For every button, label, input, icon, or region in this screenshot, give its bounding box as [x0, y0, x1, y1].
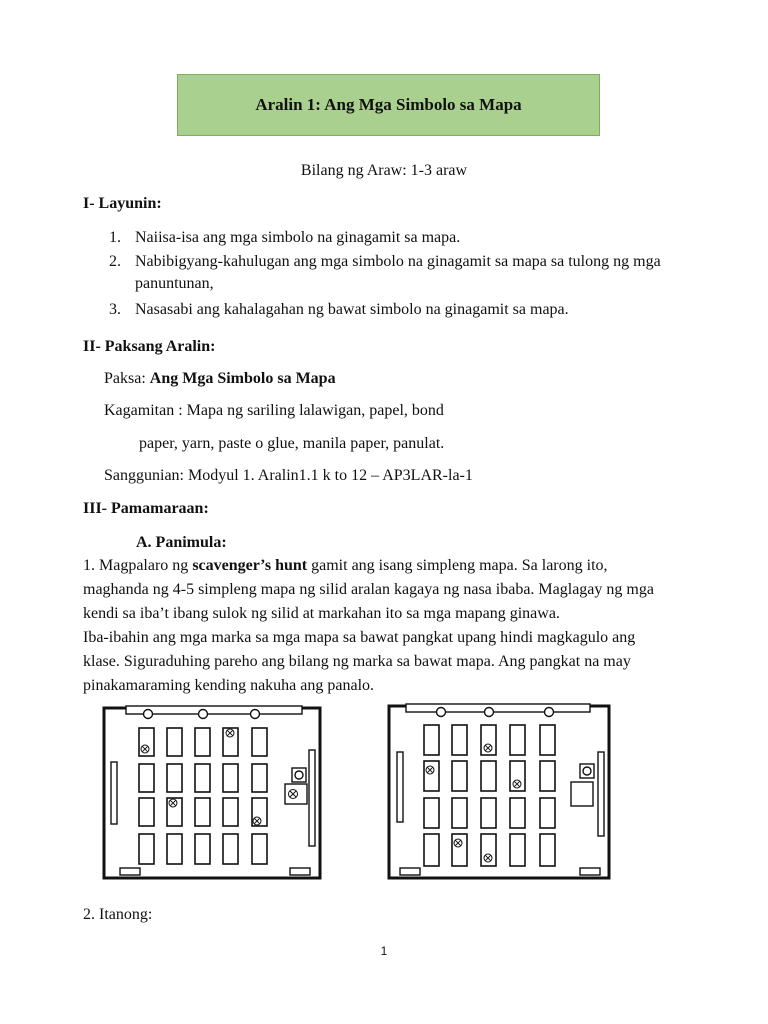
topic-value: Ang Mga Simbolo sa Mapa	[149, 370, 336, 387]
objective-num: 3.	[109, 301, 121, 318]
paragraph-line: klase. Siguraduhing pareho ang bilang ng marka sa bawat mapa. Ang pangkat na may	[83, 653, 631, 670]
reference-line: Sanggunian: Modyul 1. Aralin1.1 k to 12 – AP3LAR-la-1	[104, 467, 473, 484]
paragraph-line: pinakamaraming kending nakuha ang panalo.	[83, 677, 375, 694]
lesson-title: Aralin 1: Ang Mga Simbolo sa Mapa	[255, 95, 522, 114]
classroom-map-2	[384, 702, 614, 884]
page-number: 1	[380, 944, 388, 958]
scavenger-hunt-term: scavenger’s hunt	[192, 557, 308, 574]
objective-text: Nasasabi ang kahalagahan ng bawat simbolo na ginagamit sa mapa.	[135, 301, 569, 318]
paragraph-line: kendi sa iba’t ibang sulok ng silid at markahan ito sa mga mapang ginawa.	[83, 605, 560, 622]
activity-paragraph	[83, 554, 723, 698]
lesson-title-box	[177, 74, 600, 136]
objective-item-3	[0, 299, 768, 323]
paragraph-line	[83, 554, 723, 578]
materials-line1: Kagamitan : Mapa ng sariling lalawigan, papel, bond	[104, 402, 444, 419]
objective-text-cont: panuntunan,	[135, 275, 214, 292]
objective-item-2	[0, 251, 768, 295]
topic-label: Paksa:	[104, 370, 146, 387]
topic-line	[104, 369, 336, 389]
paragraph-line: maghanda ng 4-5 simpleng mapa ng silid aralan kagaya ng nasa ibaba. Maglagay ng mga	[83, 581, 654, 598]
paragraph-text: 1. Magpalaro ng	[83, 557, 193, 574]
procedure-heading: III- Pamamaraan:	[83, 500, 209, 517]
procedure-subheading: A. Panimula:	[136, 534, 227, 551]
paragraph-text: gamit ang isang simpleng mapa. Sa larong ito,	[307, 557, 608, 574]
materials-line2: paper, yarn, paste o glue, manila paper, panulat.	[139, 435, 445, 452]
objective-text: Naiisa-isa ang mga simbolo na ginagamit sa mapa.	[135, 229, 461, 246]
objective-num: 1.	[109, 229, 121, 246]
objective-text: Nabibigyang-kahulugan ang mga simbolo na ginagamit sa mapa sa tulong ng mga	[135, 253, 661, 270]
subject-heading: II- Paksang Aralin:	[83, 338, 216, 355]
duration: Bilang ng Araw: 1-3 araw	[300, 162, 468, 179]
paragraph-line: Iba-ibahin ang mga marka sa mga mapa sa bawat pangkat upang hindi magkagulo ang	[83, 629, 636, 646]
objective-num: 2.	[109, 253, 121, 270]
question-item: 2. Itanong:	[83, 906, 153, 923]
objectives-heading: I- Layunin:	[83, 195, 162, 212]
objective-item-1	[0, 227, 768, 251]
classroom-map-1	[100, 702, 325, 884]
